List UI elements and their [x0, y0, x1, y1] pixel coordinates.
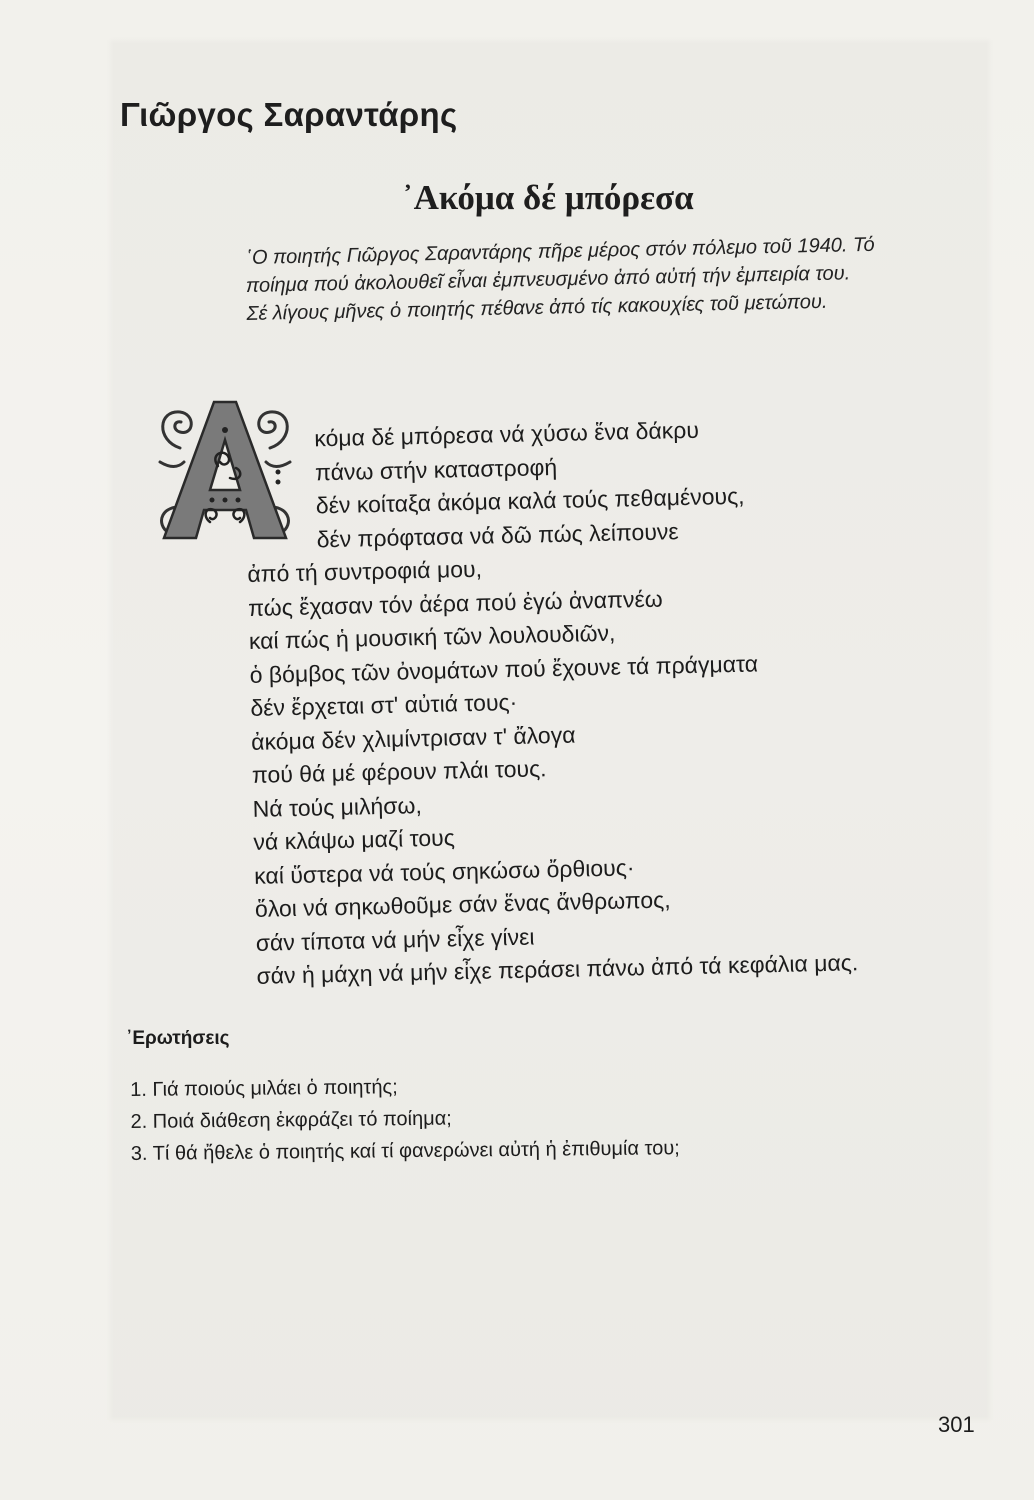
poem-line: κόμα δέ μπόρεσα νά χύσω ἕνα δάκρυ	[314, 416, 700, 452]
poem-line: πάνω στήν καταστροφή	[314, 453, 558, 485]
poem-line: πώς ἔχασαν τόν ἀέρα πού ἐγώ ἀναπνέω	[247, 585, 663, 621]
poem-line: καί πώς ἡ μουσική τῶν λουλουδιῶν,	[248, 619, 616, 654]
poem-line: καί ὕστερα νά τούς σηκώσω ὄρθιους·	[253, 853, 635, 889]
intro-line: ποίημα πού ἀκολουθεῖ εἶναι ἐμπνευσμένο ἀπό αὐτή τήν ἐμπειρία του.	[245, 262, 851, 297]
question-item: 2. Ποιά διάθεση ἐκφράζει τό ποίημα;	[130, 1107, 452, 1133]
poem-title: ᾿Ακόμα δέ μπόρεσα	[402, 178, 694, 217]
poem-line: Νά τούς μιλήσω,	[252, 791, 423, 822]
poem-line: πού θά μέ φέρουν πλάι τους.	[251, 755, 547, 788]
poem-line: δέν ἔρχεται στ' αὐτιά τους·	[250, 688, 518, 721]
poem-line: ἀκόμα δέν χλιμίντρισαν τ' ἄλογα	[250, 721, 576, 755]
poem-line: σάν τίποτα νά μήν εἶχε γίνει	[255, 923, 535, 956]
intro-paragraph	[245, 229, 987, 328]
poem-body	[244, 407, 1017, 994]
poem-line: σάν ἡ μάχη νά μήν εἶχε περάσει πάνω ἀπό τά κεφάλια μας.	[256, 949, 859, 989]
questions-list	[130, 1066, 891, 1170]
poem-line: δέν κοίταξα ἀκόμα καλά τούς πεθαμένους,	[315, 482, 745, 519]
author-name: Γιῶργος Σαραντάρης	[120, 96, 458, 133]
intro-line: ῾Ο ποιητής Γιῶργος Σαραντάρης πῆρε μέρος στόν πόλεμο τοῦ 1940. Τό	[245, 233, 875, 269]
questions-heading: ᾿Ερωτήσεις	[126, 1028, 230, 1049]
question-item: 3. Τί θά ἤθελε ὁ ποιητής καί τί φανερώνει αὐτή ἡ ἐπιθυμία του;	[130, 1137, 680, 1165]
intro-line: Σέ λίγους μῆνες ὁ ποιητής πέθανε ἀπό τίς κακουχίες τοῦ μετώπου.	[246, 290, 828, 325]
question-item: 1. Γιά ποιούς μιλάει ὁ ποιητής;	[130, 1076, 398, 1101]
poem-line: δέν πρόφτασα νά δῶ πώς λείπουνε	[316, 517, 679, 552]
page-number: 301	[938, 1412, 975, 1437]
poem-line: ὁ βόμβος τῶν ὀνομάτων πού ἔχουνε τά πράγματα	[249, 649, 759, 688]
poem-line: ἀπό τή συντροφιά μου,	[247, 555, 483, 587]
poem-line: ὅλοι νά σηκωθοῦμε σάν ἕνας ἄνθρωπος,	[254, 886, 671, 922]
poem-line: νά κλάψω μαζί τους	[253, 824, 456, 855]
